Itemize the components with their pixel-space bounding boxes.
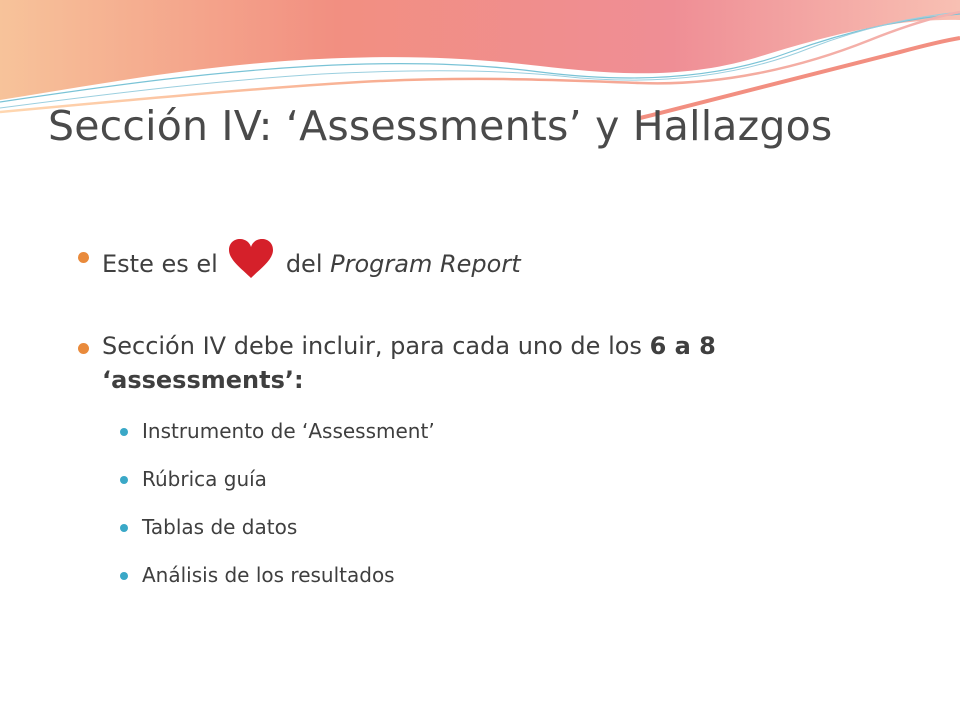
sub-bullet-dot-icon — [120, 428, 128, 436]
bullet-text-bold-term: ‘assessments’: — [102, 366, 304, 394]
sub-bullet-text: Tablas de datos — [142, 515, 298, 539]
bullet-text-bold-numbers: 6 a 8 — [649, 332, 716, 360]
sub-bullet-item-1 — [78, 417, 918, 445]
sub-bullet-text: Rúbrica guía — [142, 467, 267, 491]
bullet-item-2 — [78, 329, 918, 397]
bullet-text-after: del — [285, 250, 323, 278]
sub-bullet-item-4 — [78, 561, 918, 589]
bullet-text-italic: Program Report — [330, 250, 521, 278]
bullet-list — [78, 238, 918, 589]
sub-bullet-text: Análisis de los resultados — [142, 563, 395, 587]
sub-bullet-dot-icon — [120, 524, 128, 532]
bullet-dot-icon — [78, 252, 89, 263]
bullet-dot-icon — [78, 343, 89, 354]
heart-icon — [226, 238, 276, 280]
bullet-text-start: Sección IV debe incluir, para cada uno de los — [102, 332, 642, 360]
sub-bullet-dot-icon — [120, 476, 128, 484]
sub-bullet-dot-icon — [120, 572, 128, 580]
bullet-item-1 — [78, 238, 918, 281]
slide-title: Sección IV: ‘Assessments’ y Hallazgos — [48, 102, 833, 150]
sub-bullet-text: Instrumento de ‘Assessment’ — [142, 419, 435, 443]
bullet-text-before: Este es el — [102, 250, 218, 278]
sub-bullet-item-3 — [78, 513, 918, 541]
sub-bullet-item-2 — [78, 465, 918, 493]
